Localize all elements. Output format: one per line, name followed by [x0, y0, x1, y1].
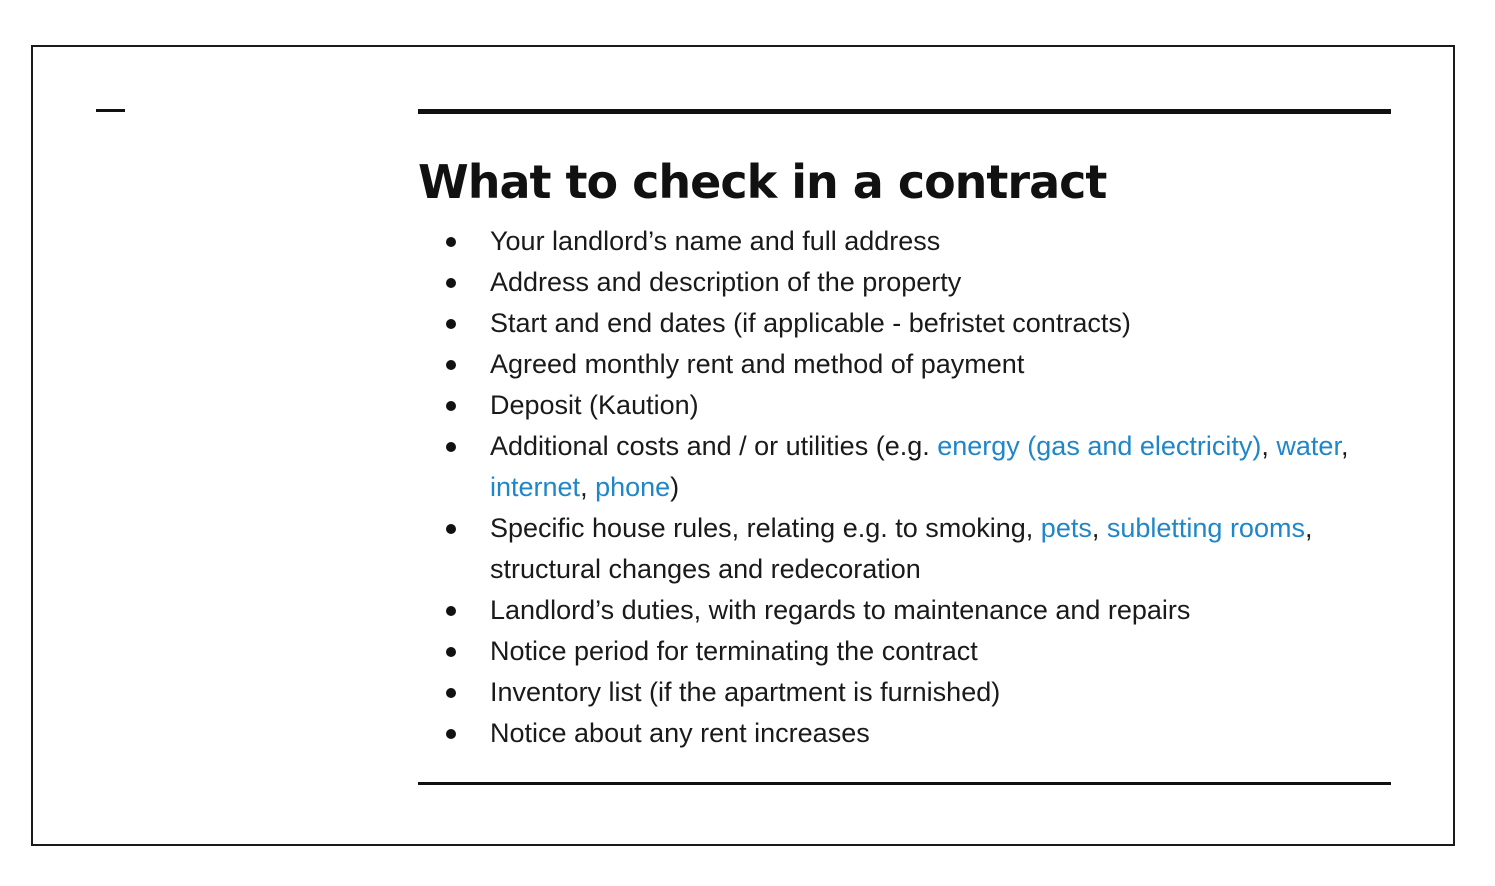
separator: , — [580, 472, 596, 502]
list-item-text: Specific house rules, relating e.g. to smoking, — [490, 513, 1041, 543]
separator: , — [1340, 431, 1349, 461]
list-item-text: Notice period for terminating the contract — [490, 636, 978, 666]
bullet-icon — [446, 647, 456, 657]
list-item — [440, 262, 1400, 303]
list-item-text: Start and end dates (if applicable - befristet contracts) — [490, 308, 1131, 338]
list-item — [440, 590, 1400, 631]
bullet-icon — [446, 606, 456, 616]
list-item-text: Additional costs and / or utilities (e.g. — [490, 431, 938, 461]
list-item-house-rules — [440, 508, 1400, 590]
list-item — [440, 303, 1400, 344]
bullet-icon — [446, 237, 456, 247]
bullet-icon — [446, 524, 456, 534]
bullet-icon — [446, 401, 456, 411]
list-item-text: Landlord’s duties, with regards to maintenance and repairs — [490, 595, 1191, 625]
bottom-rule — [418, 782, 1391, 785]
bullet-icon — [446, 729, 456, 739]
list-item-text: Address and description of the property — [490, 267, 962, 297]
list-item-text: Your landlord’s name and full address — [490, 226, 941, 256]
slide-corner-dash — [96, 109, 125, 112]
list-item-text: Deposit (Kaution) — [490, 390, 699, 420]
top-rule — [418, 109, 1391, 114]
list-item — [440, 221, 1400, 262]
list-item-text: Agreed monthly rent and method of payment — [490, 349, 1025, 379]
checklist — [440, 221, 1400, 754]
link-internet[interactable]: internet — [490, 472, 581, 502]
link-energy[interactable]: energy (gas and electricity) — [937, 431, 1262, 461]
link-phone[interactable]: phone — [595, 472, 671, 502]
list-item — [440, 713, 1400, 754]
separator: , — [1261, 431, 1277, 461]
bullet-icon — [446, 442, 456, 452]
list-item-suffix: ) — [670, 472, 680, 502]
list-item — [440, 672, 1400, 713]
list-item-text: Inventory list (if the apartment is furnished) — [490, 677, 1001, 707]
list-item-suffix: , structural changes and redecoration — [490, 513, 1313, 584]
separator: , — [1091, 513, 1107, 543]
bullet-icon — [446, 319, 456, 329]
list-item-utilities — [440, 426, 1400, 508]
bullet-icon — [446, 278, 456, 288]
bullet-icon — [446, 688, 456, 698]
slide-title: What to check in a contract — [418, 155, 1107, 209]
link-water[interactable]: water — [1276, 431, 1341, 461]
link-pets[interactable]: pets — [1040, 513, 1092, 543]
link-subletting-rooms[interactable]: subletting rooms — [1106, 513, 1305, 543]
bullet-icon — [446, 360, 456, 370]
list-item — [440, 631, 1400, 672]
list-item — [440, 344, 1400, 385]
list-item — [440, 385, 1400, 426]
list-item-text: Notice about any rent increases — [490, 718, 870, 748]
